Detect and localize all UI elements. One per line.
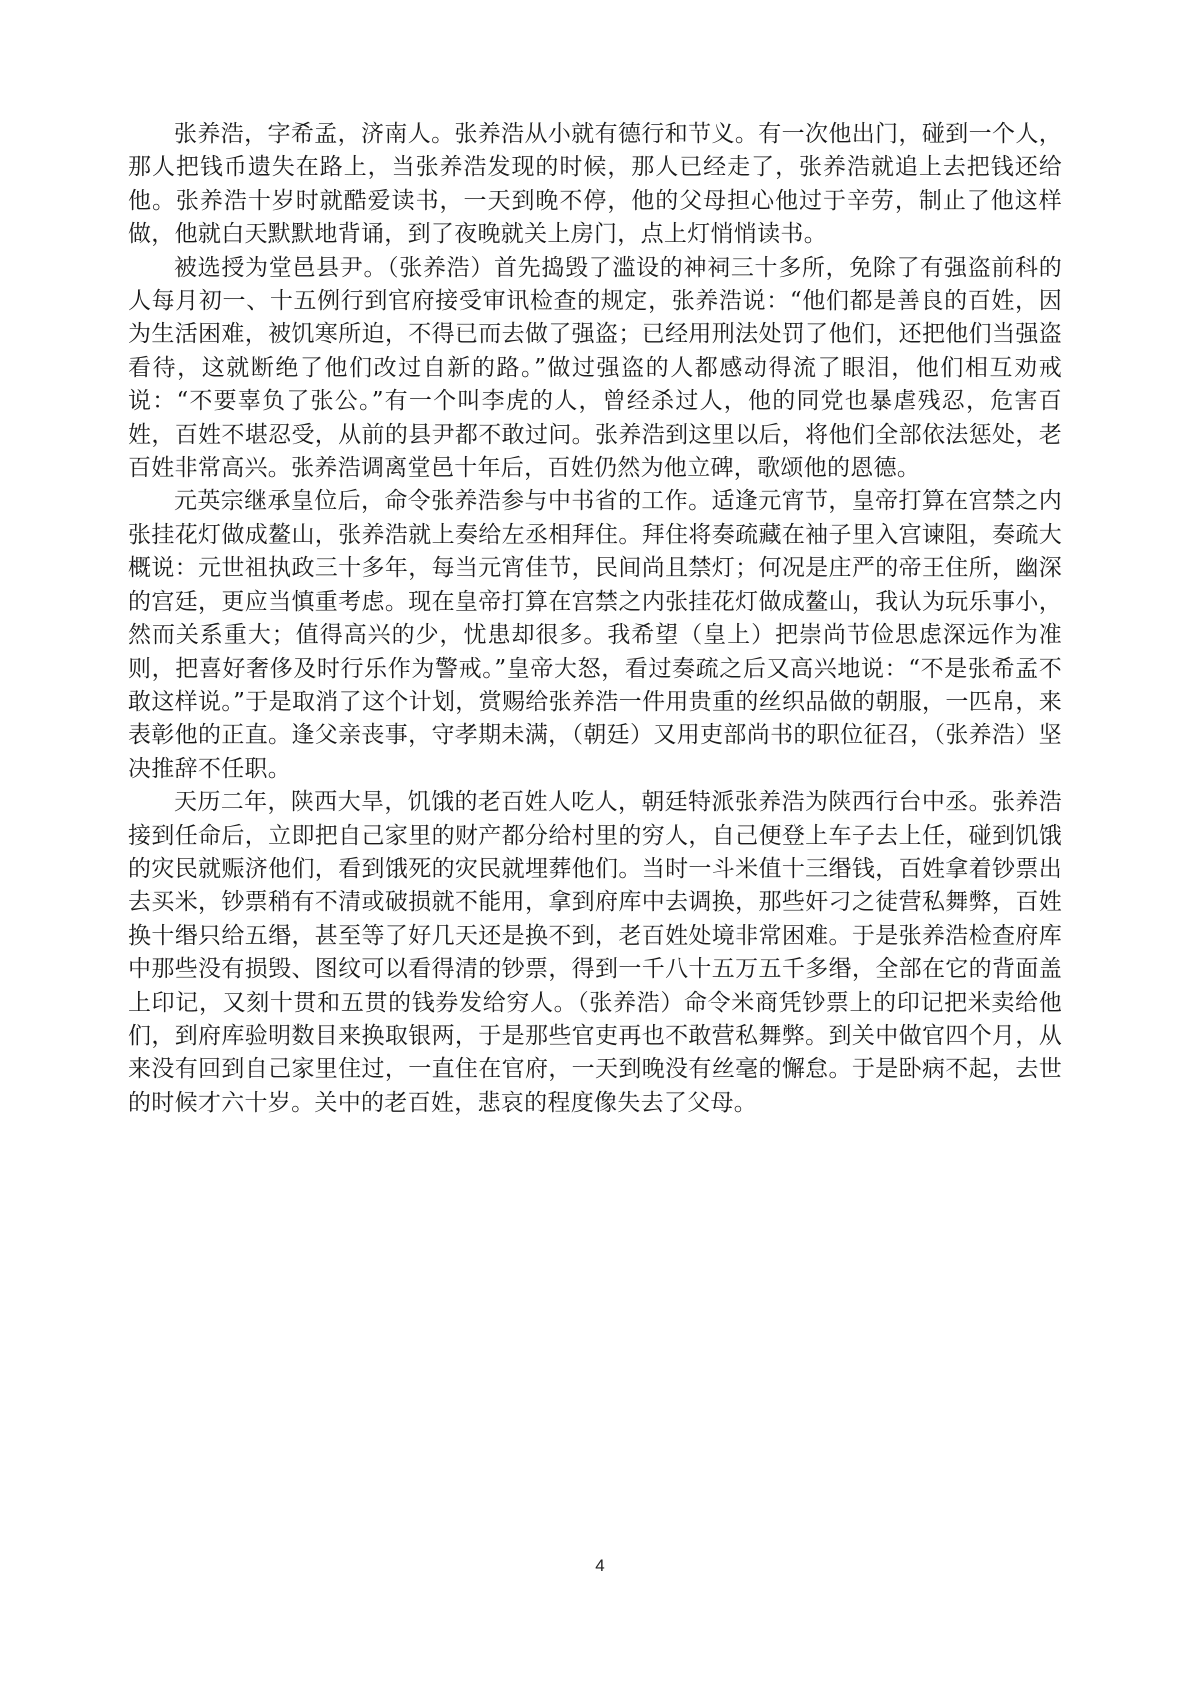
paragraph-1: 张养浩，字希孟，济南人。张养浩从小就有德行和节义。有一次他出门，碰到一个人，那人把钱币遗失在路上，当张养浩发现的时候，那人已经走了，张养浩就追上去把钱还给他。张养浩十岁时就酷爱读书，一天到晚不停，他的父母担心他过于辛劳，制止了他这样做，他就白天默默地背诵，到了夜晚就关上房门，点上灯悄悄读书。 (128, 121, 1062, 248)
paragraph-3: 元英宗继承皇位后，命令张养浩参与中书省的工作。适逢元宵节，皇帝打算在宫禁之内张挂花灯做成鳌山，张养浩就上奏给左丞相拜住。拜住将奏疏藏在袖子里入宫谏阻，奏疏大概说：元世祖执政三十多年，每当元宵佳节，民间尚且禁灯；何况是庄严的帝王住所，幽深的宫廷，更应当慎重考虑。现在皇帝打算在宫禁之内张挂花灯做成鳌山，我认为玩乐事小，然而关系重大；值得高兴的少，忧患却很多。我希望（皇上）把崇尚节俭思虑深远作为准则，把喜好奢侈及时行乐作为警戒。”皇帝大怒，看过奏疏之后又高兴地说：“不是张希孟不敢这样说。”于是取消了这个计划，赏赐给张养浩一件用贵重的丝织品做的朝服，一匹帛，来表彰他的正直。逢父亲丧事，守孝期未满，（朝廷）又用吏部尚书的职位征召，（张养浩）坚决推辞不任职。 (128, 488, 1062, 782)
paragraph-2: 被选授为堂邑县尹。（张养浩）首先捣毁了滥设的神祠三十多所，免除了有强盗前科的人每月初一、十五例行到官府接受审讯检查的规定，张养浩说：“他们都是善良的百姓，因为生活困难，被饥寒所迫，不得已而去做了强盗；已经用刑法处罚了他们，还把他们当强盗看待，这就断绝了他们改过自新的路。”做过强盗的人都感动得流了眼泪，他们相互劝戒说：“不要辜负了张公。”有一个叫李虎的人，曾经杀过人，他的同党也暴虐残忍，危害百姓，百姓不堪忍受，从前的县尹都不敢过问。张养浩到这里以后，将他们全部依法惩处，老百姓非常高兴。张养浩调离堂邑十年后，百姓仍然为他立碑，歌颂他的恩德。 (128, 254, 1062, 482)
page-number: 4 (595, 1556, 605, 1575)
body-text (128, 118, 1062, 1120)
paragraph-4: 天历二年，陕西大旱，饥饿的老百姓人吃人，朝廷特派张养浩为陕西行台中丞。张养浩接到任命后，立即把自己家里的财产都分给村里的穷人，自己便登上车子去上任，碰到饥饿的灾民就赈济他们，看到饿死的灾民就埋葬他们。当时一斗米值十三缗钱，百姓拿着钞票出去买米，钞票稍有不清或破损就不能用，拿到府库中去调换，那些奸刁之徒营私舞弊，百姓换十缗只给五缗，甚至等了好几天还是换不到，老百姓处境非常困难。于是张养浩检查府库中那些没有损毁、图纹可以看得清的钞票，得到一千八十五万五千多缗，全部在它的背面盖上印记，又刻十贯和五贯的钱券发给穷人。（张养浩）命令米商凭钞票上的印记把米卖给他们，到府库验明数目来换取银两，于是那些官吏再也不敢营私舞弊。到关中做官四个月，从来没有回到自己家里住过，一直住在官府，一天到晚没有丝毫的懈怠。于是卧病不起，去世的时候才六十岁。关中的老百姓，悲哀的程度像失去了父母。 (128, 789, 1062, 1116)
